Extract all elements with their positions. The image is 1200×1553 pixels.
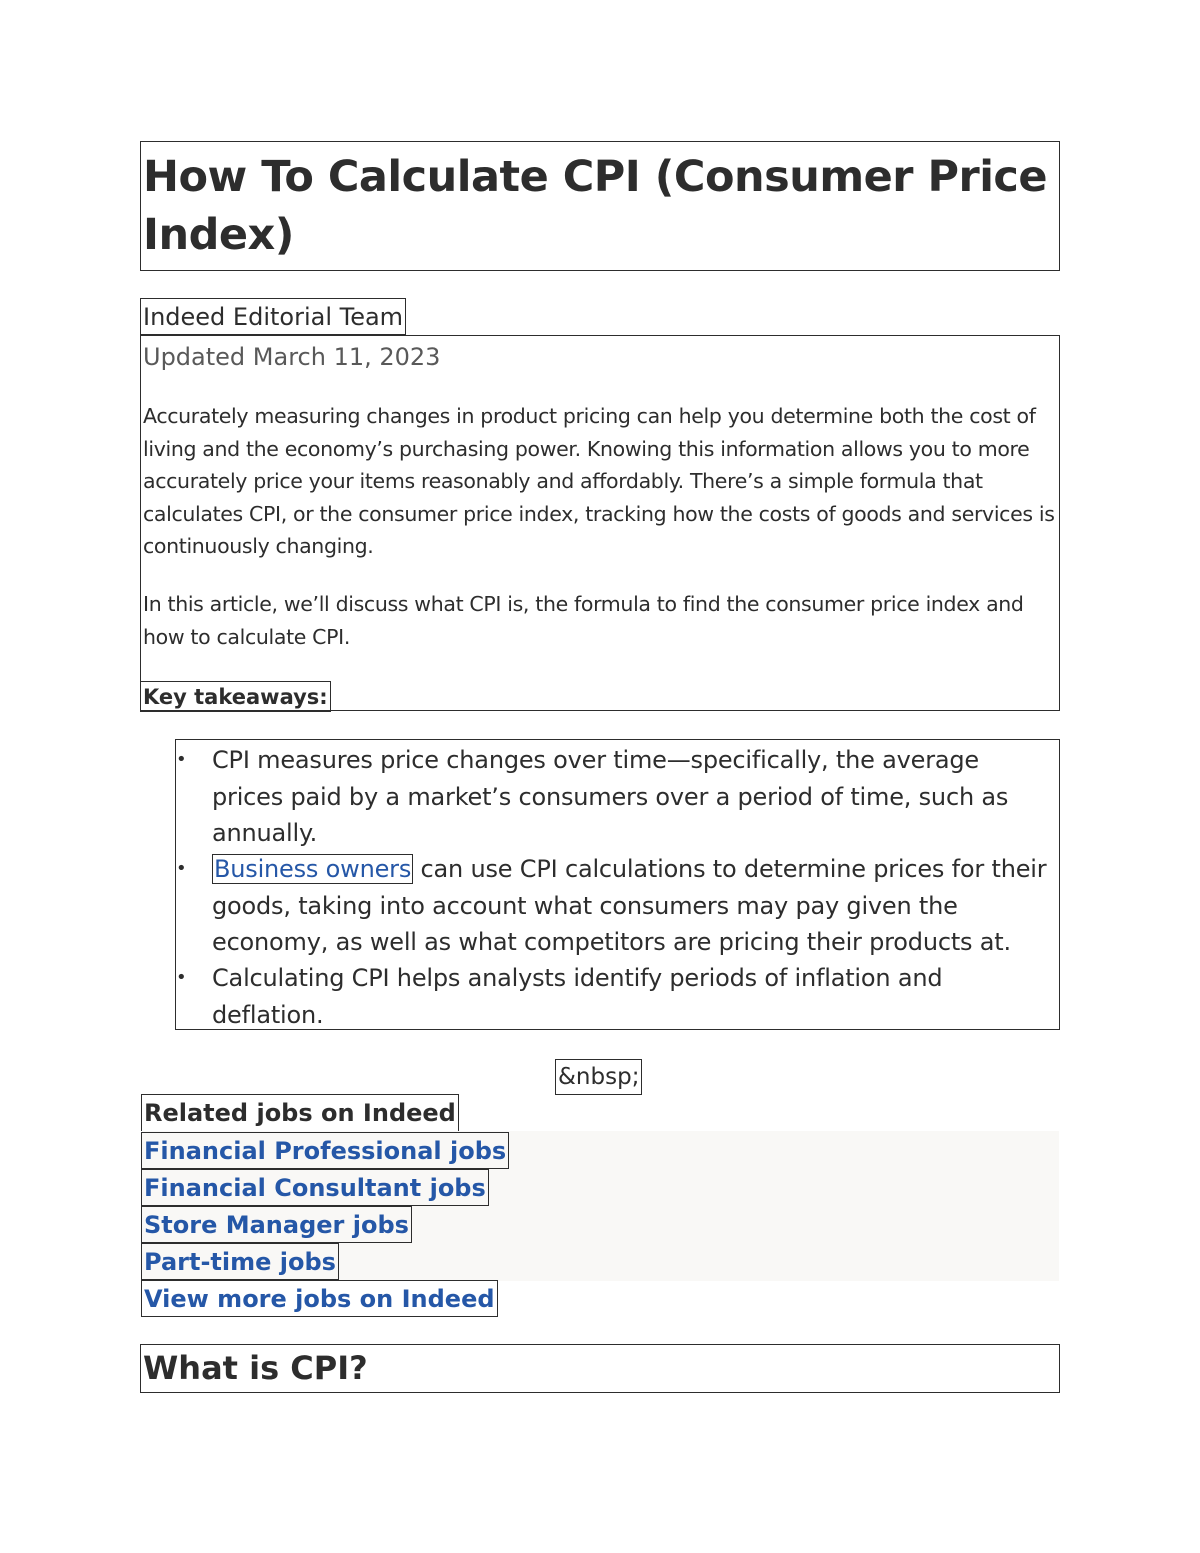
author-byline: Indeed Editorial Team (140, 298, 406, 335)
view-more-jobs-link[interactable]: View more jobs on Indeed (141, 1280, 498, 1317)
article-intro-container (140, 335, 1060, 711)
takeaway-item (176, 851, 1056, 961)
related-job-link[interactable]: Financial Consultant jobs (141, 1169, 489, 1206)
takeaway-text-rest: can use CPI calculations to determine prices for their goods, taking into account what consumers may pay given the economy, as well as what competitors are pricing their products at. (212, 855, 1047, 956)
takeaway-text (212, 851, 1057, 961)
related-job-link[interactable]: Part-time jobs (141, 1243, 339, 1280)
related-job-link[interactable]: Financial Professional jobs (141, 1132, 509, 1169)
related-jobs-heading: Related jobs on Indeed (141, 1094, 459, 1132)
takeaway-item (176, 742, 1056, 852)
bullet-icon: • (176, 967, 187, 988)
article-title-container (140, 141, 1060, 271)
business-owners-link[interactable]: Business owners (214, 855, 412, 883)
related-job-link[interactable]: Store Manager jobs (141, 1206, 412, 1243)
section-heading: What is CPI? (143, 1349, 368, 1387)
updated-date: Updated March 11, 2023 (143, 343, 441, 371)
article-title: How To Calculate CPI (Consumer Price Index) (143, 152, 1048, 260)
takeaway-text: CPI measures price changes over time—specifically, the average prices paid by a market’s consumers over a period of time, such as annually. (212, 746, 1009, 847)
intro-paragraph: Accurately measuring changes in product pricing can help you determine both the cost of living and the economy’s purchasing power. Knowing this information allows you to more accurately price your items reasonably and affordably. There’s a simple formula that calculates CPI, or the consumer price index, tracking how the costs of goods and services is continuously changing. (143, 404, 1055, 558)
key-takeaways-list-container (175, 739, 1060, 1030)
takeaway-text: Calculating CPI helps analysts identify periods of inflation and deflation. (212, 964, 943, 1029)
bullet-icon: • (176, 858, 187, 879)
nbsp-placeholder: &nbsp; (555, 1059, 642, 1095)
bullet-icon: • (176, 749, 187, 770)
key-takeaways-label: Key takeaways: (140, 681, 331, 712)
takeaway-item (176, 960, 1056, 1033)
intro-paragraph: In this article, we’ll discuss what CPI is, the formula to find the consumer price index and how to calculate CPI. (143, 592, 1024, 649)
section-heading-container (140, 1344, 1060, 1393)
